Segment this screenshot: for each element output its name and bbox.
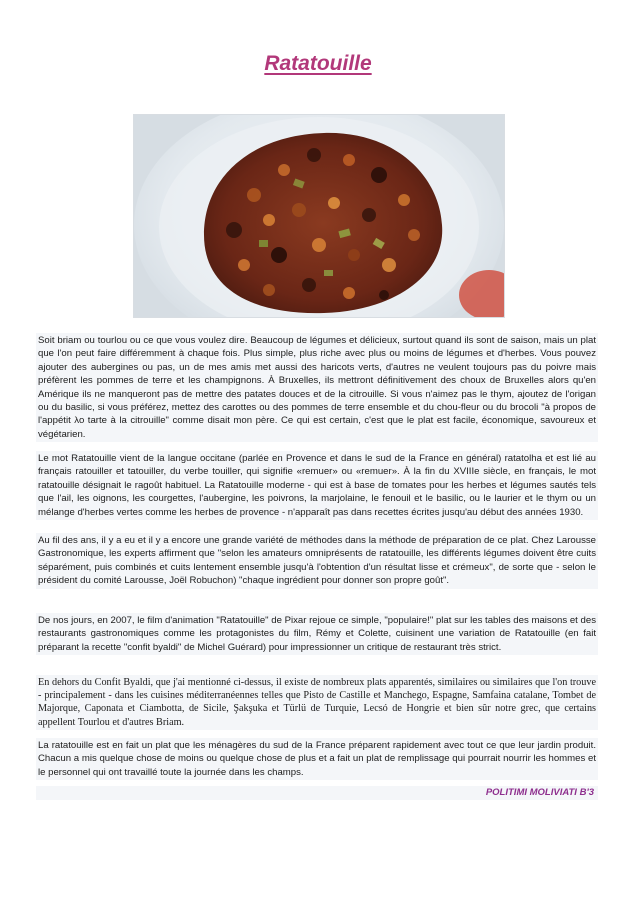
paragraph-1: Soit briam ou tourlou ou ce que vous voulez dire. Beaucoup de légumes et délicieux, surtout quand ils sont de saison, mais un plat que l'on peut faire différemment à chaque fois. Plus simple, plus riche avec plus ou moins de légumes et d'herbes. Vous pouvez ajouter des aubergines ou pas, un de mes amis met aussi des haricots verts, d'autres ne veulent toujours pas du poivre mais préfèrent les pommes de terre et les champignons. À Bruxelles, ils mettront définitivement des choux de Bruxelles alors qu'en Amérique ils ne manqueront pas de mettre des patates douces et de la citrouille. Si vous n'aimez pas le thym, ajoutez de l'origan ou du basilic, si vous préférez, mettez des carottes ou des pommes de terre ensemble et du chou-fleur ou du brocoli "à propos de l'appétit λο tarte à la citrouille" comme disait mon père. Ce qui est certain, c'est que le plat est facile, économique, savoureux et végétarien. [38,335,596,440]
paragraph-related-dishes [36,675,598,730]
paragraph-etymology [36,451,598,520]
paragraph-6: La ratatouille est en fait un plat que les ménagères du sud de la France préparent rapidement avec tout ce que leur jardin produit. Chacun a mis quelque chose de moins ou quelque chose de plus et a fait un plat de remplissage qui pourrait nourrir les hommes et le personnel qui ont travaillé toute la journée dans les champs. [38,740,596,778]
paragraph-2: Le mot Ratatouille vient de la langue occitane (parlée en Provence et dans le sud de la France en général) ratatolha et est lié au français ratouiller et tatouiller, du verbe touiller, qui signifie «remuer» ou «remuer». À la fin du XVIIIe siècle, en français, le mot ratatouille désignait le ragoût habituel. La Ratatouille moderne - qui est à base de tomates pour les herbes et légumes sautés tels que l'ail, les oignons, les courgettes, l'aubergine, les poivrons, la marjolaine, le fenouil et le basilic, ou le laurier et le thym ou un mélange d'herbes vertes comme les herbes de provence - n'apparaît pas dans recettes écrites jusqu'au début des années 1930. [38,453,596,518]
paragraph-methods [36,533,598,589]
paragraph-4: De nos jours, en 2007, le film d'animation "Ratatouille" de Pixar rejoue ce simple, "populaire!" plat sur les tables des maisons et des restaurants gastronomiques comme les protagonistes du film, Rémy et Colette, cuisinent une variation de Ratatouille (en fait préparant la recette "confit byaldi" de Michel Guérard) pour impressionner un critique de restaurant très strict. [38,615,596,653]
author-signature: POLITIMI MOLIVIATI B'3 [36,786,598,800]
paragraph-3: Au fil des ans, il y a eu et il y a encore une grande variété de méthodes dans la méthode de préparation de ce plat. Chez Larousse Gastronomique, les experts affirment que "selon les amateurs omniprésents de ratatouille, les différents légumes doivent être cuits séparément, puis combinés et cuits lentement ensemble jusqu'à l'obtention d'un résultat lisse et crémeux", de sorte que - selon le président du comité Larousse, Joël Robuchon) "chaque ingrédient pour donner son propre goût". [38,535,596,587]
paragraph-intro [36,333,598,442]
ratatouille-photo [133,114,505,318]
page-title: Ratatouille [264,52,372,75]
paragraph-film [36,613,598,655]
paragraph-5: En dehors du Confit Byaldi, que j'ai mentionné ci-dessus, il existe de nombreux plats apparentés, similaires ou similaires que l'on trouve - principalement - dans les cuisines méditerranéennes telles que Pisto de Castille et Manchego, Espagne, Samfaina catalane, Tombet de Majorque, Caponata et Ciambotta, de Sicile, Şakşuka et Türlü de Turquie, Lecsó de Hongrie et bien sûr notre grec, que certains appellent Tourlou et d'autres Briam. [38,677,596,728]
paragraph-origin [36,738,598,780]
